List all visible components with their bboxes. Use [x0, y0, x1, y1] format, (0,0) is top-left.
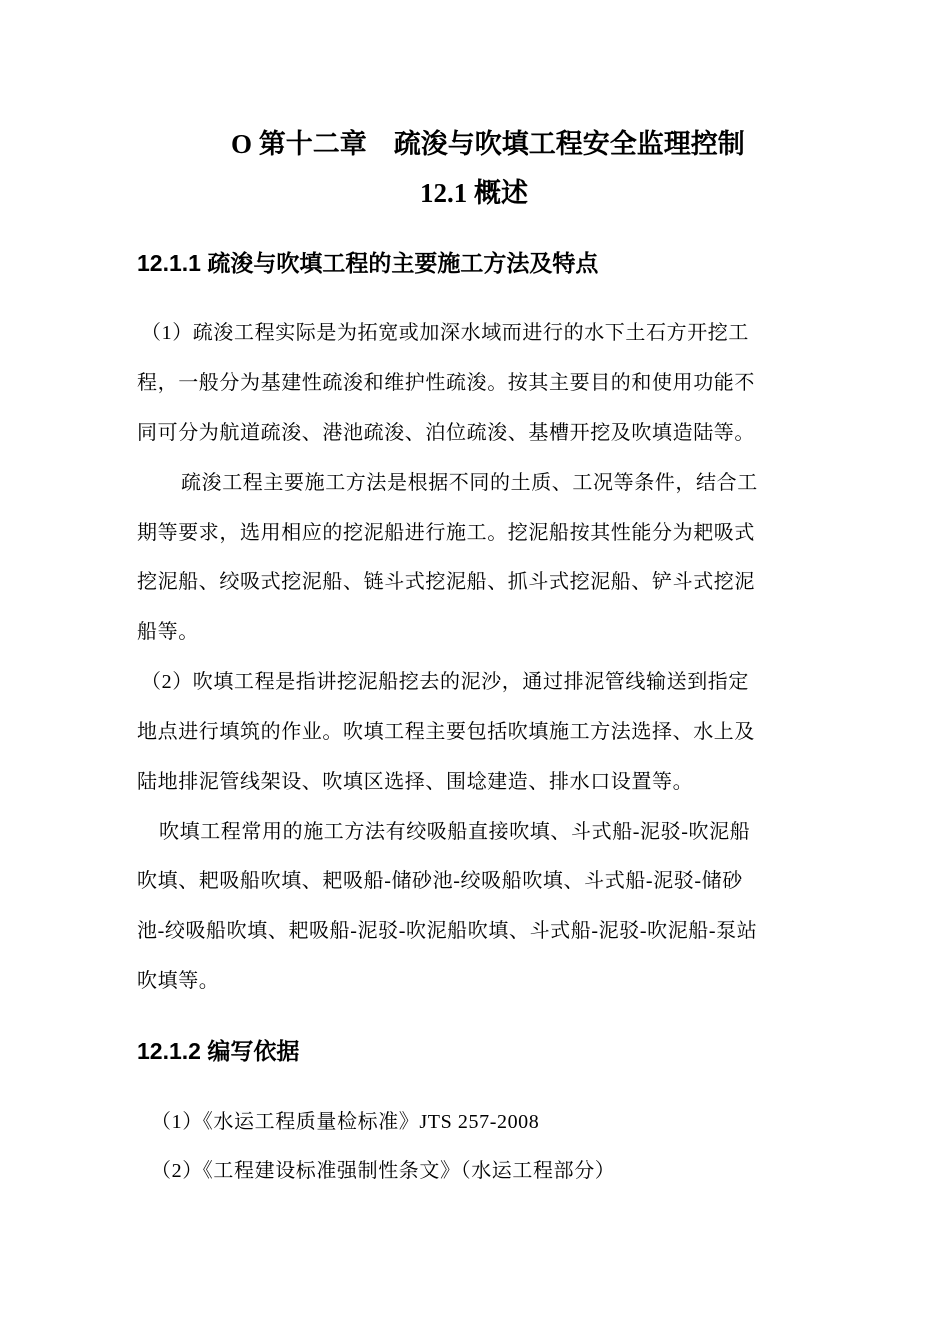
reference-item: （1）《水运工程质量检标准》JTS 257-2008	[151, 1111, 540, 1133]
paragraph-line: 吹填、耙吸船吹填、耙吸船-储砂池-绞吸船吹填、斗式船-泥驳-储砂	[137, 870, 743, 892]
paragraph-line: 疏浚工程主要施工方法是根据不同的土质、工况等条件，结合工	[181, 472, 758, 494]
paragraph-line: （2）吹填工程是指讲挖泥船挖去的泥沙，通过排泥管线输送到指定	[141, 671, 749, 693]
paragraph-line: 同可分为航道疏浚、港池疏浚、泊位疏浚、基槽开挖及吹填造陆等。	[137, 422, 755, 444]
paragraph-line: 程，一般分为基建性疏浚和维护性疏浚。按其主要目的和使用功能不	[137, 372, 755, 394]
paragraph-line: 船等。	[137, 621, 199, 643]
paragraph-line: 陆地排泥管线架设、吹填区选择、围埝建造、排水口设置等。	[137, 771, 694, 793]
paragraph-line: （1）疏浚工程实际是为拓宽或加深水域而进行的水下土石方开挖工	[141, 322, 749, 344]
chapter-title: O 第十二章 疏浚与吹填工程安全监理控制	[231, 129, 745, 159]
subsection-title-basis: 12.1.2 编写依据	[137, 1038, 300, 1064]
paragraph-line: 挖泥船、绞吸式挖泥船、链斗式挖泥船、抓斗式挖泥船、铲斗式挖泥	[137, 571, 755, 593]
reference-item: （2）《工程建设标准强制性条文》（水运工程部分）	[151, 1160, 616, 1182]
paragraph-line: 吹填等。	[137, 970, 220, 992]
subsection-title-methods: 12.1.1 疏浚与吹填工程的主要施工方法及特点	[137, 250, 599, 276]
section-title: 12.1 概述	[420, 178, 528, 208]
paragraph-line: 期等要求，选用相应的挖泥船进行施工。挖泥船按其性能分为耙吸式	[137, 522, 755, 544]
paragraph-line: 池-绞吸船吹填、耙吸船-泥驳-吹泥船吹填、斗式船-泥驳-吹泥船-泵站	[137, 920, 758, 942]
paragraph-line: 吹填工程常用的施工方法有绞吸船直接吹填、斗式船-泥驳-吹泥船	[159, 821, 751, 843]
paragraph-line: 地点进行填筑的作业。吹填工程主要包括吹填施工方法选择、水上及	[137, 721, 755, 743]
